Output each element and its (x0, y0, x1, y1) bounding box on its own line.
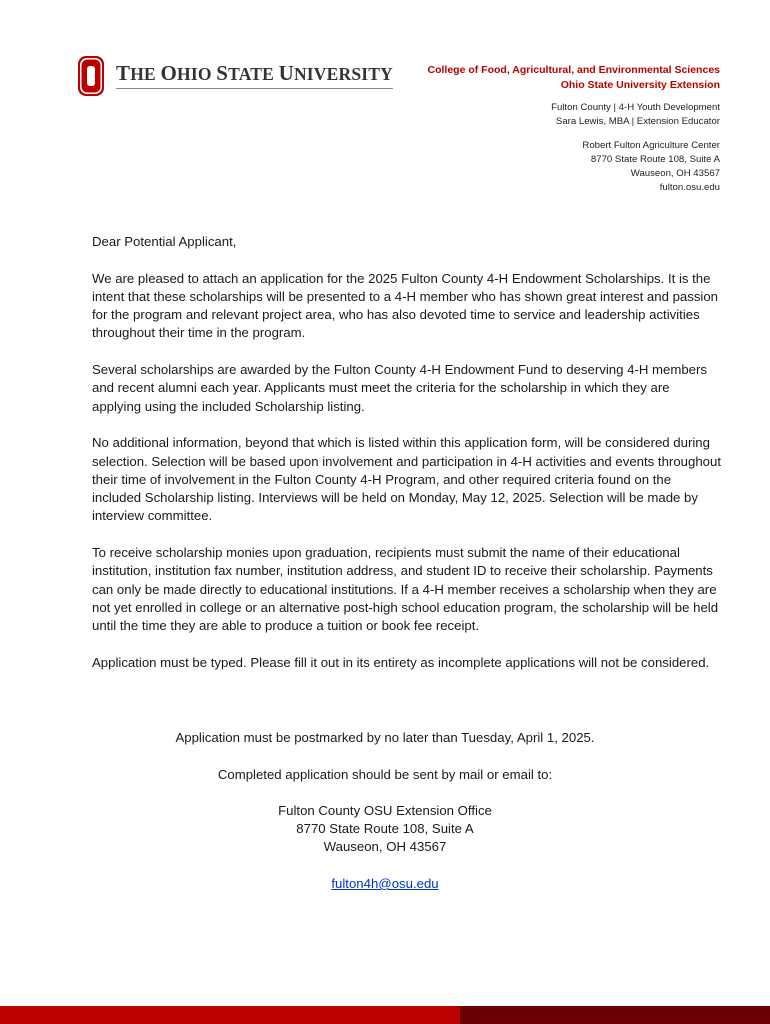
paragraph-selection: No additional information, beyond that which is listed within this application form, will be considered during selection. Selection will be based upon involvement and participation in 4-H activities and events throughout their time of involvement in the Fulton County 4-H Program, and other required criteria found on the included Scholarship listing. Interviews will be held on Monday, May 12, 2025. Selection will be made by interview committee. (92, 435, 721, 524)
university-logo (78, 56, 393, 96)
address-city: Wauseon, OH 43567 (630, 168, 720, 179)
college-name: College of Food, Agricultural, and Environmental Sciences (427, 64, 720, 76)
footer-bar-scarlet (0, 1006, 460, 1024)
paragraph-requirements: Application must be typed. Please fill it out in its entirety as incomplete applications will not be considered. (92, 654, 710, 670)
salutation: Dear Potential Applicant, (92, 234, 237, 249)
paragraph-payment: To receive scholarship monies upon graduation, recipients must submit the name of their educational institution, institution fax number, institution address, and student ID to receive their scholarship. Payments can only be made directly to educational institutions. If a 4-H member receives a scholarship when they are not yet enrolled in college or an alternative post-high school education program, the scholarship will be held until the time they are able to produce a tuition or book fee receipt. (92, 545, 719, 634)
contact-department: Fulton County | 4-H Youth Development (551, 102, 720, 113)
letter-body (92, 233, 722, 690)
deadline-line: Application must be postmarked by no later than Tuesday, April 1, 2025. (175, 730, 595, 745)
send-to-line: Completed application should be sent by mail or email to: (217, 767, 553, 782)
website-link[interactable]: fulton.osu.edu (659, 182, 720, 193)
address-center: Robert Fulton Agriculture Center (582, 140, 720, 151)
paragraph-awards: Several scholarships are awarded by the Fulton County 4-H Endowment Fund to deserving 4-H members and recent alumni each year. Applicants must meet the criteria for the scholarship in which they are applying using the included Scholarship listing. (92, 362, 707, 414)
address-street: 8770 State Route 108, Suite A (590, 154, 720, 165)
letterhead-contact (428, 63, 721, 195)
email-link[interactable]: fulton4h@osu.edu (331, 876, 439, 891)
paragraph-intro: We are pleased to attach an application for the 2025 Fulton County 4-H Endowment Scholarships. It is the intent that these scholarships will be presented to a 4-H member who has shown great interest and passion for the program and relevant project area, who has also devoted time to service and leadership activities throughout their time in the program. (92, 270, 719, 341)
university-name: THE OHIO STATE UNIVERSITY (116, 63, 393, 89)
office-name: Fulton County OSU Extension Office (278, 803, 492, 818)
office-street: 8770 State Route 108, Suite A (296, 821, 474, 836)
block-o-icon (78, 56, 104, 96)
contact-educator: Sara Lewis, MBA | Extension Educator (555, 116, 720, 127)
office-city: Wauseon, OH 43567 (323, 839, 447, 854)
footer-bar (0, 1006, 770, 1024)
footer-bar-dark (460, 1006, 770, 1024)
extension-name: Ohio State University Extension (560, 78, 720, 91)
